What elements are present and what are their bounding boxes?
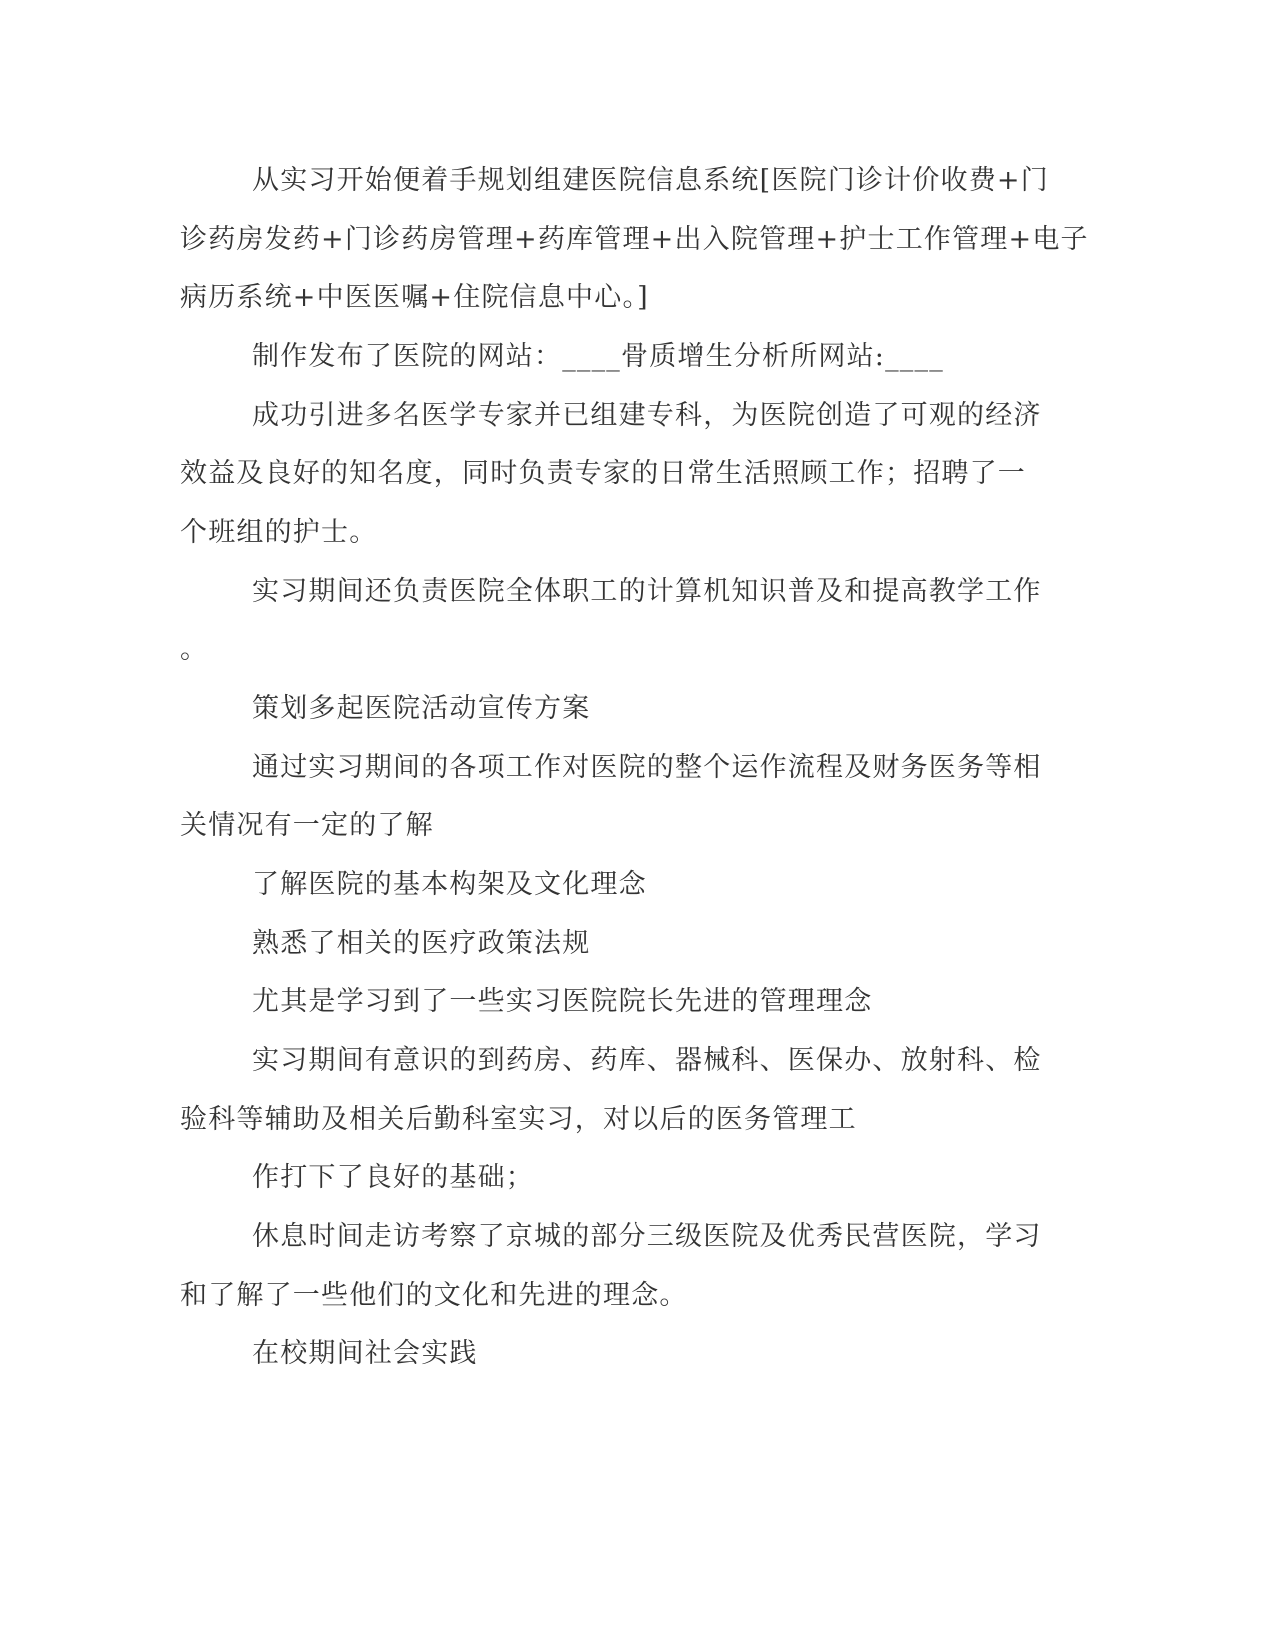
text-line: 实习期间还负责医院全体职工的计算机知识普及和提高教学工作: [252, 576, 1042, 607]
text-line: 了解医院的基本构架及文化理念: [252, 869, 647, 900]
text-line: 从实习开始便着手规划组建医院信息系统[医院门诊计价收费+门: [252, 165, 1049, 196]
text-line: 关情况有一定的了解: [180, 810, 434, 841]
text-line: 策划多起医院活动宣传方案: [252, 693, 591, 724]
text-line: 成功引进多名医学专家并已组建专科，为医院创造了可观的经济: [252, 400, 1042, 431]
text-line: 通过实习期间的各项工作对医院的整个运作流程及财务医务等相: [252, 752, 1042, 783]
text-line: 制作发布了医院的网站：____骨质增生分析所网站:____: [252, 341, 944, 372]
text-line: 熟悉了相关的医疗政策法规: [252, 928, 591, 959]
text-line: 在校期间社会实践: [252, 1338, 478, 1369]
text-line: 和了解了一些他们的文化和先进的理念。: [180, 1280, 688, 1311]
text-line: 病历系统+中医医嘱+住院信息中心。]: [180, 282, 649, 313]
text-line: 诊药房发药+门诊药房管理+药库管理+出入院管理+护士工作管理+电子: [180, 224, 1089, 255]
text-line: 。: [180, 634, 209, 665]
text-line: 休息时间走访考察了京城的部分三级医院及优秀民营医院，学习: [252, 1221, 1042, 1252]
text-line: 验科等辅助及相关后勤科室实习，对以后的医务管理工: [180, 1104, 857, 1135]
text-line: 作打下了良好的基础；: [252, 1162, 534, 1193]
text-line: 尤其是学习到了一些实习医院院长先进的管理理念: [252, 986, 873, 1017]
text-line: 个班组的护士。: [180, 517, 378, 548]
text-line: 实习期间有意识的到药房、药库、器械科、医保办、放射科、检: [252, 1045, 1042, 1076]
text-line: 效益及良好的知名度，同时负责专家的日常生活照顾工作；招聘了一: [180, 458, 1026, 489]
